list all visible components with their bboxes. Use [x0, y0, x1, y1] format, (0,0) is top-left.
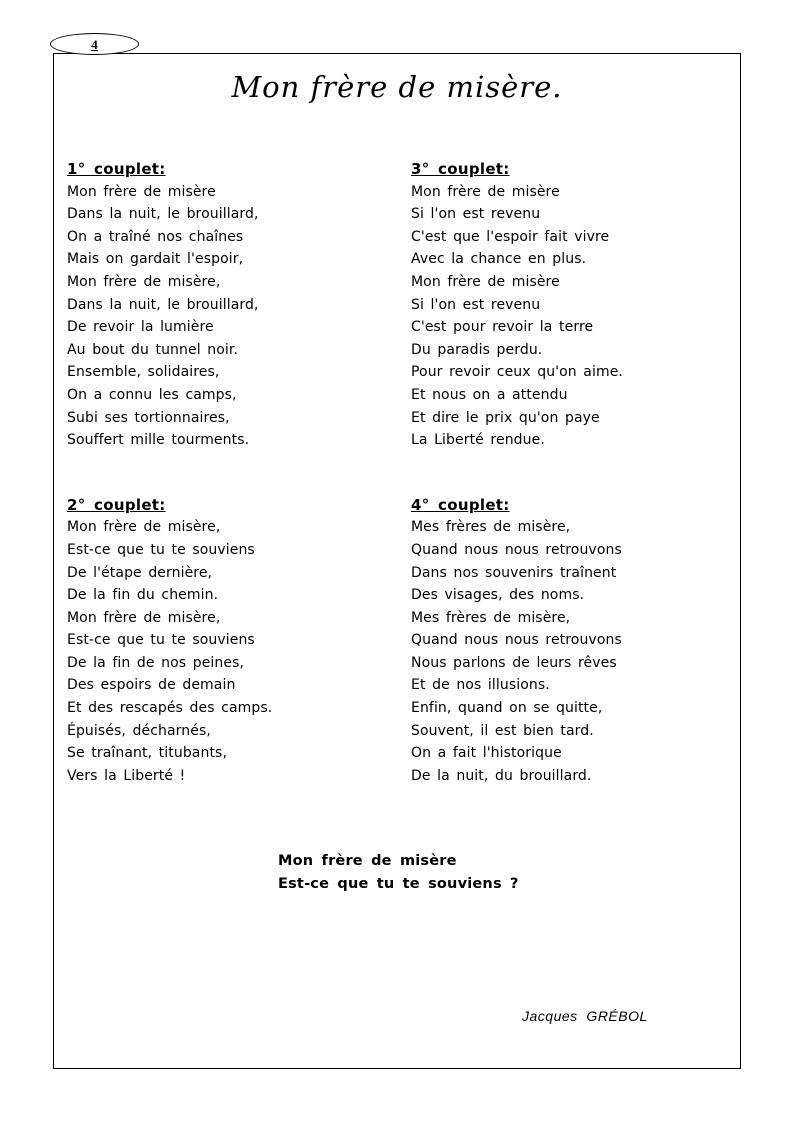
poem-line: Souffert mille tourments.: [67, 432, 250, 449]
poem-line: Quand nous nous retrouvons: [411, 541, 622, 558]
poem-line: Nous parlons de leurs rêves: [411, 654, 617, 671]
couplet-3: [411, 158, 741, 452]
poem-line: Dans la nuit, le brouillard,: [67, 296, 259, 313]
author-signature: Jacques GRÉBOL: [522, 1008, 648, 1024]
page-number: 4: [91, 36, 98, 52]
poem-line: Dans nos souvenirs traînent: [411, 564, 617, 581]
page-border-frame: [53, 53, 741, 1069]
poem-line: C'est que l'espoir fait vivre: [411, 228, 610, 245]
poem-line: Épuisés, décharnés,: [67, 722, 211, 739]
poem-line: Et des rescapés des camps.: [67, 700, 273, 717]
poem-line: Quand nous nous retrouvons: [411, 632, 622, 649]
poem-line: Vers la Liberté !: [67, 767, 186, 784]
poem-line: Des espoirs de demain: [67, 677, 236, 694]
poem-line: Des visages, des noms.: [411, 587, 585, 604]
couplet-2: [67, 494, 397, 788]
couplet-2-lines: [67, 516, 397, 787]
poem-line: Mon frère de misère,: [67, 273, 221, 290]
poem-line: Est-ce que tu te souviens: [67, 632, 255, 649]
poem-line: Et dire le prix qu'on paye: [411, 409, 600, 426]
poem-line: De la fin de nos peines,: [67, 654, 245, 671]
refrain: [278, 850, 519, 896]
couplet-1: [67, 158, 397, 452]
poem-line: Dans la nuit, le brouillard,: [67, 206, 259, 223]
couplet-4-heading: 4° couplet:: [411, 495, 510, 514]
poem-line: Si l'on est revenu: [411, 206, 541, 223]
couplet-4: [411, 494, 741, 788]
poem-line: De revoir la lumière: [67, 319, 214, 336]
right-column: [411, 158, 741, 829]
poem-line: Avec la chance en plus.: [411, 251, 587, 268]
couplet-1-heading: 1° couplet:: [67, 160, 166, 178]
poem-line: Subi ses tortionnaires,: [67, 409, 230, 426]
poem-line: Mon frère de misère,: [67, 519, 221, 536]
poem-line: De la nuit, du brouillard.: [411, 767, 592, 784]
refrain-line-2: Est-ce que tu te souviens ?: [278, 876, 519, 892]
couplet-3-heading: 3° couplet:: [411, 160, 510, 178]
poem-line: Et nous on a attendu: [411, 386, 568, 403]
page-title: Mon frère de misère.: [231, 70, 563, 104]
poem-line: Au bout du tunnel noir.: [67, 341, 238, 358]
poem-line: La Liberté rendue.: [411, 432, 545, 449]
poem-line: Mais on gardait l'espoir,: [67, 251, 244, 268]
poem-line: C'est pour revoir la terre: [411, 319, 594, 336]
poem-line: De la fin du chemin.: [67, 587, 219, 604]
poem-line: Mon frère de misère: [411, 183, 560, 200]
poem-line: On a connu les camps,: [67, 386, 237, 403]
poem-line: Mon frère de misère: [411, 273, 560, 290]
poem-line: Ensemble, solidaires,: [67, 364, 220, 381]
poem-line: Est-ce que tu te souviens: [67, 541, 255, 558]
poem-line: Mon frère de misère: [67, 183, 216, 200]
left-column: [67, 158, 397, 829]
poem-line: Si l'on est revenu: [411, 296, 541, 313]
poem-line: Enfin, quand on se quitte,: [411, 700, 603, 717]
poem-line: Pour revoir ceux qu'on aime.: [411, 364, 623, 381]
poem-line: Du paradis perdu.: [411, 341, 543, 358]
poem-line: Mes frères de misère,: [411, 609, 571, 626]
poem-line: On a fait l'historique: [411, 745, 562, 762]
poem-line: Et de nos illusions.: [411, 677, 550, 694]
couplet-4-lines: [411, 516, 741, 787]
poem-line: Mes frères de misère,: [411, 519, 571, 536]
poem-line: Se traînant, titubants,: [67, 745, 227, 762]
poem-line: Mon frère de misère,: [67, 609, 221, 626]
poem-line: On a traîné nos chaînes: [67, 228, 244, 245]
couplet-2-heading: 2° couplet:: [67, 495, 166, 514]
couplet-1-lines: [67, 181, 397, 452]
poem-line: De l'étape dernière,: [67, 564, 213, 581]
page-number-oval: [50, 33, 139, 55]
couplet-3-lines: [411, 181, 741, 452]
refrain-line-1: Mon frère de misère: [278, 853, 457, 869]
poem-line: Souvent, il est bien tard.: [411, 722, 594, 739]
